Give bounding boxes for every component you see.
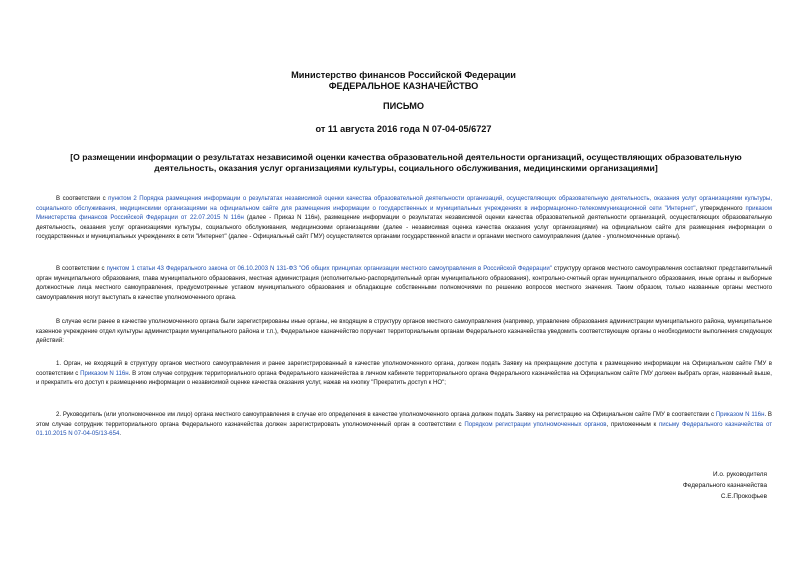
link-federal-law-131fz[interactable]: пунктом 1 статьи 43 Федерального закона от 06.10.2003 N 131-ФЗ "Об общих принципах организации местного самоуправления в Российской Федерации" [106,265,552,272]
signature-name: С.Е.Прокофьев [720,493,767,500]
signature-agency: Федерального казначейства [682,482,767,489]
link-order-116n[interactable]: приказом Министерства финансов Российской Федерации от 22.07.2015 N 116н [36,204,773,222]
paragraph-5-text-d: . [119,430,122,438]
paragraph-1-text-a: В соответствии с [56,195,109,202]
paragraph-1-text-b: , утвержденного [695,204,746,212]
link-registration-procedure[interactable]: Порядком регистрации уполномоченных органов [464,420,607,428]
paragraph-2-text-a: В соответствии с [56,265,107,272]
paragraph-1 [36,194,772,242]
paragraph-4 [36,359,772,388]
document-type: ПИСЬМО [382,101,425,111]
link-order-116n-3[interactable]: Приказом N 116н [715,411,765,418]
ministry-name: Министерство финансов Российской Федерации [291,70,516,80]
paragraph-5 [36,410,772,439]
paragraph-4-text-a: 1. Орган, не входящий в структуру органов местного самоуправления и ранее зарегистрированный в качестве уполномоченного органа, должен подать Заявку на прекращение доступа к размещению информации на Официальном сайте ГМУ в соответствии с [36,360,772,377]
document-date-number: от 11 августа 2016 года N 07-04-05/6727 [315,124,492,134]
paragraph-3: В случае если ранее в качестве уполномоченного органа были зарегистрированы иные органы, не входящие в структуру органов местного самоуправления (например, управление образования администрации муниципального района, муниципальное казенное учреждение отдел культуры администрации муниципального района и т.п.), Федеральное казначейство поручает территориальным органам Федерального казначейства уведомить соответствующие органы о необходимости выполнения следующих действий: [36,318,772,345]
paragraph-1-text-c: (далее - Приказ N 116н), размещение информации о результатах независимой оценки качества образовательной деятельности организаций, осуществляющих образовательную деятельность, оказания услуг организациями культуры, социального обслуживания, медицинскими организациями (далее - независимая оценка качества оказания услуг организациями) на официальном сайте для размещения информации о государственных и муниципальных учреждениях в сети "Интернет" (далее - Официальный сайт ГМУ) осуществляется органами государственной власти и органами местного самоуправления (далее - уполномоченные органы). [36,214,773,241]
document-topic: [О размещении информации о результатах независимой оценки качества образовательной деятельности организаций, осуществляющих образовательную деятельность, оказания услуг организациями культуры, социального обслуживания, медицинскими организациями] [70,152,742,173]
link-treasury-letter[interactable]: письму Федерального казначейства от 01.10.2015 N 07-04-05/13-654 [36,420,772,438]
agency-name: ФЕДЕРАЛЬНОЕ КАЗНАЧЕЙСТВО [328,81,479,91]
paragraph-2-text-b: структуру органов местного самоуправления составляют представительный орган муниципального образования, глава муниципального образования, местная администрация (исполнительно-распорядительный орган муниципального образования), контрольно-счетный орган муниципального образования, иные органы и выборные должностные лица местного самоуправления, предусмотренные уставом муниципального образования и обладающие собственными полномочиями по решению вопросов местного значения. Таким образом, только названные органы местного самоуправления могут выступать в качестве уполномоченного органа. [36,265,773,301]
link-order-116n-2[interactable]: Приказом N 116н [80,369,129,377]
signature-role: И.о. руководителя [713,471,767,478]
paragraph-5-text-b: . В этом случае сотрудник территориального органа Федерального казначейства должен зарегистрировать уполномоченный орган в соответствии с [36,411,773,428]
paragraph-5-text-c: , приложенным к [606,420,659,428]
paragraph-2 [36,264,772,302]
paragraph-4-text-b: . В этом случае сотрудник территориального органа Федерального казначейства в личном кабинете территориального органа Федерального казначейства на Официальном сайте ГМУ должен выбрать орган, названный выше, и прекратить его доступ к размещению информации о независимой оценке качества оказания услуг, нажав на кнопку "Прекратить доступ к НО"; [36,369,772,387]
paragraph-5-text-a: 2. Руководитель (или уполномоченное им лицо) органа местного самоуправления в случае его определения в качестве уполномоченного органа должен подать Заявку на регистрацию на Официальном сайте ГМУ в соответствии с [56,411,716,418]
link-order-point-2[interactable]: пунктом 2 Порядка размещения информации о результатах независимой оценки качества образовательной деятельности организаций, осуществляющих образовательную деятельность, оказания услуг организациями культуры, социального обслуживания, медицинскими организациями на официальном сайте для размещения информации о государственных и муниципальных учреждениях в информационно-телекоммуникационной сети "Интернет" [36,195,773,212]
